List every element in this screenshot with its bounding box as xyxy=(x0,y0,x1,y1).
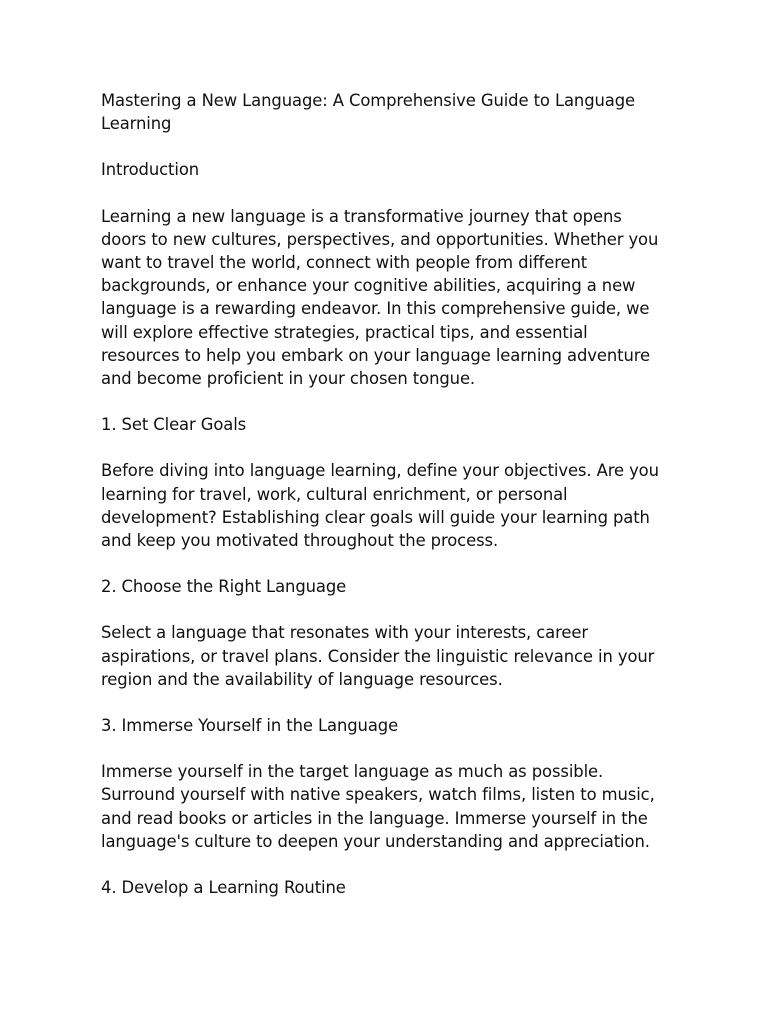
intro-paragraph: Learning a new language is a transformative journey that opens doors to new cultures, perspectives, and opportunities. Whether you want to travel the world, connect with people from different backgrounds, or enhance your cognitive abilities, acquiring a new language is a rewarding endeavor. In this comprehensive guide, we will explore effective strategies, practical tips, and essential resources to help you embark on your language learning adventure and become proficient in your chosen tongue. xyxy=(101,206,659,389)
section-heading: 4. Develop a Learning Routine xyxy=(101,878,346,898)
document-title: Mastering a New Language: A Comprehensive Guide to Language Learning xyxy=(101,91,636,134)
section-heading: 2. Choose the Right Language xyxy=(101,577,347,597)
section-body: Select a language that resonates with your interests, career aspirations, or travel plans. Consider the linguistic relevance in your region and the availability of language resources. xyxy=(101,623,655,689)
section-body: Before diving into language learning, define your objectives. Are you learning for travel, work, cultural enrichment, or personal development? Establishing clear goals will guide your learning path and keep you motivated throughout the process. xyxy=(101,461,659,551)
document-page xyxy=(101,89,671,922)
intro-heading: Introduction xyxy=(101,160,200,180)
section-heading: 1. Set Clear Goals xyxy=(101,415,247,435)
section-heading: 3. Immerse Yourself in the Language xyxy=(101,716,399,736)
section-body: Immerse yourself in the target language as much as possible. Surround yourself with native speakers, watch films, listen to music, and read books or articles in the language. Immerse yourself in the language's culture to deepen your understanding and appreciation. xyxy=(101,762,655,851)
